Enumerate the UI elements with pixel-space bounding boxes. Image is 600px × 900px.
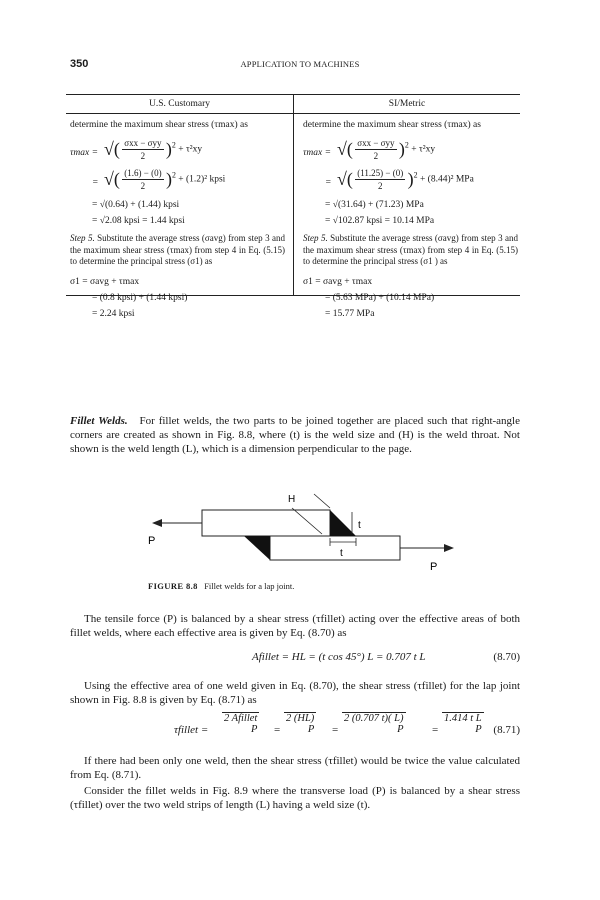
equation-8-70-body: Afillet = HL = (t cos 45°) L = 0.707 t L	[252, 651, 426, 663]
f3-den: 2 (0.707 t)( L)	[344, 713, 404, 724]
eq-sign-3: =	[432, 724, 439, 736]
equation-8-71	[70, 712, 520, 748]
figure-caption	[148, 581, 294, 591]
label-P-right: P	[430, 561, 438, 573]
si-frac-den: 2	[355, 149, 396, 162]
us-line4: = √2.08 kpsi = 1.44 kpsi	[92, 216, 185, 226]
label-t-bottom: t	[340, 548, 343, 559]
si-column	[303, 119, 518, 322]
lower-plate	[270, 536, 400, 560]
one-weld-paragraph: If there had been only one weld, then the shear stress (τfillet) would be twice the value calculated from Eq. (8.71).	[70, 755, 520, 781]
running-title: APPLICATION TO MACHINES	[240, 59, 360, 69]
tensile-force-paragraph: The tensile force (P) is balanced by a shear stress (τfillet) acting over the effective areas of both fillet welds, where each effective area is given by Eq. (8.70) as	[70, 613, 520, 639]
eq-sign-2: =	[332, 724, 339, 736]
column-header-us: U.S. Customary	[149, 99, 210, 109]
us-sub-num: (1.6) − (0)	[124, 168, 162, 178]
si-tau-general: τmax = √( $\frac{\text{σxx − σyy}}{2}$ )$^2$ + τ²xy	[303, 138, 436, 161]
equation-8-70-number: (8.70)	[493, 651, 520, 663]
f1-den: 2 Afillet	[224, 713, 258, 724]
si-line3: = √(31.64) + (71.23) MPa	[325, 200, 424, 210]
us-tail-general: + τ²xy	[178, 144, 203, 155]
fillet-weld-left	[244, 536, 270, 560]
us-tau-substituted: = √( $\frac{(1.6) - (0)}{2}$ )$^2$ + (1.2)² kpsi	[92, 168, 226, 191]
page-header	[70, 58, 530, 74]
si-step-text: Substitute the average stress (σavg) from step 3 and the maximum shear stress (τmax) from step 4 in Eq. (5.15) to determine the principal stress (σ1 ) as	[303, 233, 519, 266]
caption-text: Fillet welds for a lap joint.	[204, 581, 295, 591]
f4-den: 1.414 t L	[444, 713, 482, 724]
si-tau-substituted: = √( $\frac{(11.25) - (0)}{2}$ )$^2$ + (8.44)² MPa	[325, 168, 474, 191]
si-tail-general: + τ²xy	[411, 144, 436, 155]
us-step5	[70, 233, 285, 268]
si-step-label: Step 5.	[303, 233, 328, 243]
column-divider	[293, 95, 294, 295]
using-area-paragraph: Using the effective area of one weld given in Eq. (8.70), the shear stress (τfillet) for the lap joint shown in Fig. 8.8 is given by Eq. (8.71) as	[70, 680, 520, 706]
example-table	[66, 94, 520, 319]
us-frac-num: σxx − σyy	[124, 138, 162, 148]
si-sub-den: 2	[355, 179, 405, 192]
us-step-text: Substitute the average stress (σavg) from step 3 and the maximum shear stress (τmax) from step 4 in Eq. (5.15) to determine the principal stress (σ1) as	[70, 233, 286, 266]
label-P-left: P	[148, 535, 156, 547]
us-line3: = √(0.64) + (1.44) kpsi	[92, 200, 180, 210]
equation-8-71-number: (8.71)	[493, 724, 520, 736]
us-frac-den: 2	[122, 149, 163, 162]
si-tail-sub: + (8.44)² MPa	[419, 174, 474, 185]
fillet-welds-text: For fillet welds, the two parts to be joined together are placed such that right-angle corners are created as shown in Fig. 8.8, where (t) is the weld size and (H) is the weld throat. Not shown is the weld length (L), which is a dimension perpendicular to the page.	[70, 415, 520, 455]
us-tail-sub: + (1.2)² kpsi	[178, 174, 226, 185]
throat-leader	[314, 494, 330, 508]
si-intro: determine the maximum shear stress (τmax) as	[303, 120, 481, 130]
equation-8-70	[70, 651, 520, 667]
si-step5	[303, 233, 518, 268]
lap-joint-figure	[130, 490, 470, 590]
column-header-si: SI/Metric	[388, 99, 426, 109]
equation-8-71-lhs: τfillet =	[174, 724, 209, 736]
us-step-label: Step 5.	[70, 233, 95, 243]
us-principal-2: = (0.8 kpsi) + (1.44 kpsi)	[92, 292, 188, 303]
consider-paragraph: Consider the fillet welds in Fig. 8.9 where the transverse load (P) is balanced by a shear stress (τfillet) over the two weld strips of length (L) having a weld size (t).	[70, 785, 520, 811]
f4-num: P	[475, 724, 482, 735]
f2-num: P	[307, 724, 315, 735]
fillet-welds-paragraph	[70, 414, 520, 456]
si-principal-1: σ1 = σavg + τmax	[303, 276, 373, 287]
si-tau-lhs: τmax =	[303, 148, 332, 158]
f3-num: P	[397, 724, 404, 735]
us-intro: determine the maximum shear stress (τmax) as	[70, 120, 248, 130]
us-tau-lhs: τmax =	[70, 148, 99, 158]
si-frac-num: σxx − σyy	[357, 138, 395, 148]
si-principal-2: = (5.63 MPa) + (10.14 MPa)	[325, 292, 435, 303]
us-tau-general: τmax = √( $\frac{\text{σxx − σyy}}{2}$ )$^2$ + τ²xy	[70, 138, 203, 161]
si-principal-3: = 15.77 MPa	[325, 308, 375, 319]
label-H: H	[288, 494, 296, 505]
si-sub-num: (11.25) − (0)	[357, 168, 404, 178]
us-principal-3: = 2.24 kpsi	[92, 308, 135, 319]
si-line4: = √102.87 kpsi = 10.14 MPa	[325, 216, 435, 226]
fillet-welds-heading: Fillet Welds.	[70, 415, 128, 427]
us-sub-den: 2	[122, 179, 163, 192]
f1-num: P	[250, 724, 258, 735]
label-t-right: t	[358, 520, 361, 531]
eq-sign-1: =	[274, 724, 281, 736]
upper-plate	[202, 510, 330, 536]
us-column	[70, 119, 285, 322]
f2-den: 2 (HL)	[286, 713, 315, 724]
page-number: 350	[70, 58, 89, 70]
us-principal-1: σ1 = σavg + τmax	[70, 276, 140, 287]
caption-label: FIGURE 8.8	[148, 581, 198, 591]
